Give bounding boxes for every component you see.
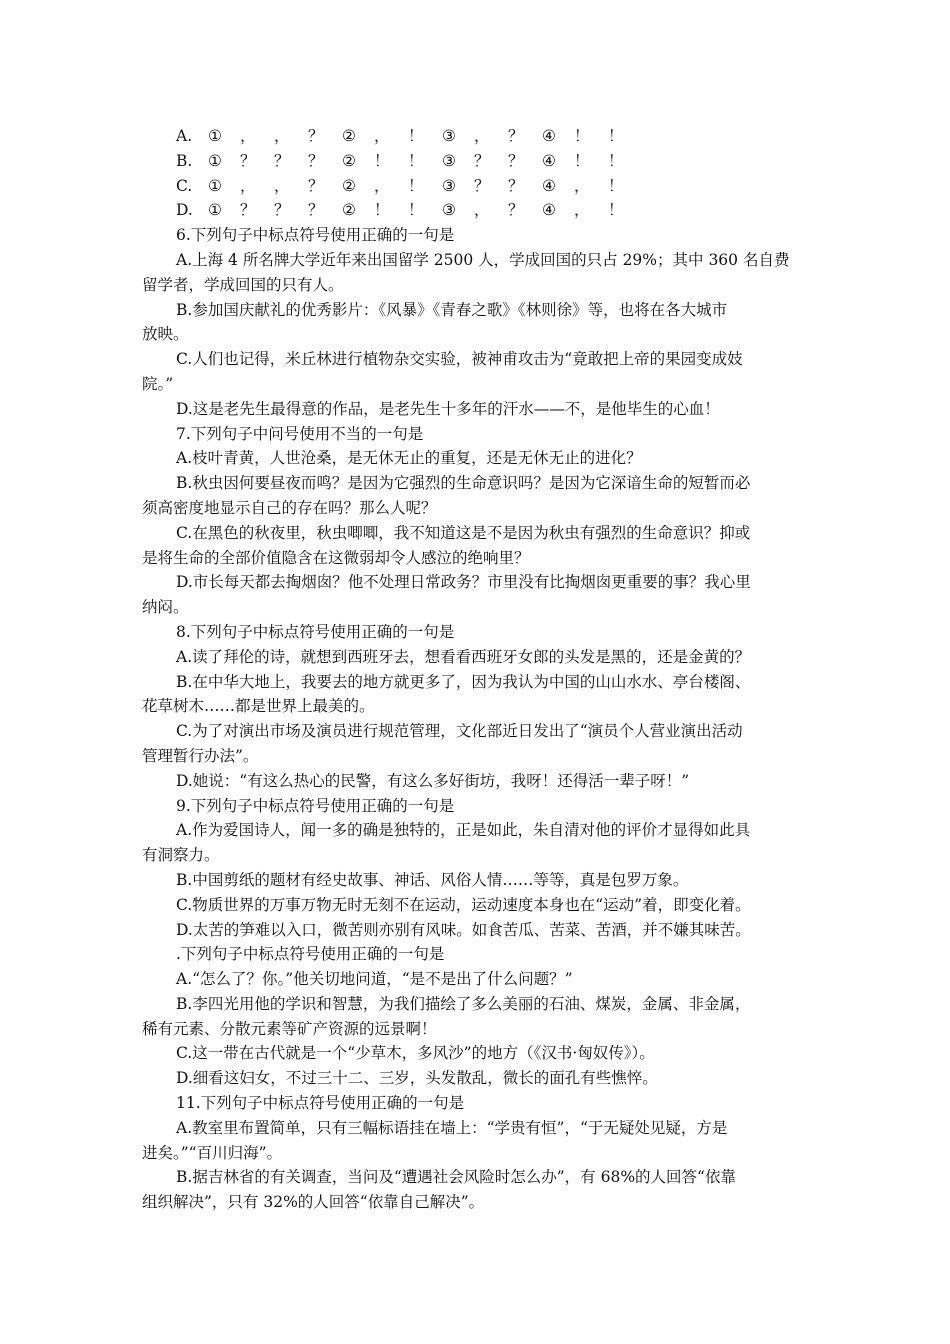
option-mark: ！ [608, 127, 624, 145]
option-mark: ！ [574, 151, 590, 170]
option-mark: ， [574, 201, 590, 220]
text-line: D.这是老先生最得意的作品，是老先生十多年的汗水——不，是他毕生的心血！ [176, 399, 720, 418]
text-line: 7.下列句子中问号使用不当的一句是 [176, 424, 424, 443]
text-line: B.参加国庆献礼的优秀影片：《风暴》《青春之歌》《林则徐》等，也将在各大城市 [176, 300, 728, 319]
option-row-b [142, 149, 810, 174]
option-mark: ， [474, 127, 490, 145]
text-line: 稀有元素、分散元素等矿产资源的远景啊！ [142, 1019, 437, 1038]
text-line: .下列句子中标点符号使用正确的一句是 [176, 945, 445, 964]
text-line: 6.下列句子中标点符号使用正确的一句是 [176, 226, 455, 245]
option-mark: ④ [542, 127, 556, 145]
option-mark: ？ [308, 127, 324, 145]
option-mark: ， [240, 127, 256, 145]
option-mark: ① [208, 201, 222, 220]
option-mark: ③ [442, 151, 456, 170]
text-line: 11.下列句子中标点符号使用正确的一句是 [176, 1094, 465, 1113]
option-mark: ？ [508, 127, 524, 145]
text-line: C.为了对演出市场及演员进行规范管理，文化部近日发出了“演员个人营业演出活动 [176, 722, 743, 741]
option-mark: ， [274, 127, 290, 145]
text-line: 放映。 [142, 325, 189, 344]
option-mark: ！ [374, 151, 390, 170]
option-mark: ？ [240, 151, 256, 170]
option-mark: ！ [408, 127, 424, 145]
text-line: C.人们也记得，米丘林进行植物杂交实验，被神甫攻击为“竟敢把上帝的果园变成妓 [176, 350, 743, 369]
option-mark: ③ [442, 127, 456, 145]
option-mark: ？ [274, 151, 290, 170]
option-mark: ③ [442, 176, 456, 195]
text-line: B.李四光用他的学识和智慧，为我们描绘了多么美丽的石油、煤炭，金属、非金属， [176, 994, 751, 1013]
option-label: B. [176, 151, 193, 170]
option-mark: ① [208, 176, 222, 195]
option-mark: ！ [608, 201, 624, 220]
option-mark: ！ [408, 201, 424, 220]
option-mark: ， [240, 176, 256, 195]
text-line: 有洞察力。 [142, 846, 220, 865]
option-mark: ② [342, 151, 356, 170]
option-mark: ？ [508, 201, 524, 220]
text-line: 管理暂行办法”。 [142, 746, 259, 765]
option-mark: ④ [542, 201, 556, 220]
text-line: D.市长每天都去掏烟囱？他不处理日常政务？市里没有比掏烟囱更重要的事？我心里 [176, 573, 751, 592]
text-line: B.秋虫因何要昼夜而鸣？是因为它强烈的生命意识吗？是因为它深谙生命的短暂而必 [176, 474, 751, 493]
text-line: 9.下列句子中标点符号使用正确的一句是 [176, 796, 455, 815]
option-mark: ① [208, 127, 222, 145]
option-mark: ， [574, 176, 590, 195]
option-mark: ④ [542, 151, 556, 170]
text-line: C.在黑色的秋夜里，秋虫唧唧，我不知道这是不是因为秋虫有强烈的生命意识？抑或 [176, 523, 751, 542]
text-line: 8.下列句子中标点符号使用正确的一句是 [176, 622, 455, 641]
option-mark: ？ [240, 201, 256, 220]
option-row-a [142, 124, 810, 149]
option-mark: ！ [408, 176, 424, 195]
option-mark: ？ [308, 176, 324, 195]
option-mark: ？ [474, 176, 490, 195]
option-mark: ？ [508, 151, 524, 170]
text-line: D.她说：“有这么热心的民警，有这么多好街坊，我呀！还得活一辈子呀！” [176, 771, 690, 790]
option-mark: ② [342, 201, 356, 220]
text-line: A.“怎么了？你。”他关切地问道，“是不是出了什么问题？” [176, 970, 573, 989]
option-label: C. [176, 176, 193, 195]
option-mark: ！ [408, 151, 424, 170]
text-line: A.枝叶青黄，人世沧桑，是无休无止的重复，还是无休无止的进化？ [176, 449, 642, 468]
text-line: A.上海 4 所名牌大学近年来出国留学 2500 人，学成回国的只占 29%；其中 360 名自费 [176, 250, 790, 269]
option-mark: ， [374, 176, 390, 195]
text-line: B.据吉林省的有关调查，当问及“遭遇社会风险时怎么办”，有 68%的人回答“依靠 [176, 1168, 736, 1187]
answer-options-block [142, 124, 810, 223]
text-line: 进矣。”“百川归海”。 [142, 1143, 283, 1162]
text-line: 留学者，学成回国的只有人。 [142, 275, 344, 294]
text-line: A.读了拜伦的诗，就想到西班牙去，想看看西班牙女郎的头发是黑的，还是金黄的？ [176, 647, 751, 666]
text-line: 须高密度地显示自己的存在吗？那么人呢？ [142, 498, 437, 517]
option-mark: ， [474, 201, 490, 220]
option-row-d [142, 198, 810, 223]
text-line: 纳闷。 [142, 598, 189, 617]
option-mark: ① [208, 151, 222, 170]
text-line: A.作为爱国诗人，闻一多的确是独特的，正是如此，朱自清对他的评价才显得如此具 [176, 821, 751, 840]
text-line: 花草树木……都是世界上最美的。 [142, 697, 375, 716]
option-label: A. [176, 127, 193, 145]
document-body [142, 124, 810, 1215]
text-line: D.太苦的笋难以入口，微苦则亦别有风味。如食苦瓜、苦菜、苦酒，并不嫌其味苦。 [176, 920, 751, 939]
option-mark: ？ [508, 176, 524, 195]
text-line: C.这一带在古代就是一个“少草木，多风沙”的地方（《汉书·匈奴传》）。 [176, 1044, 655, 1063]
option-mark: ④ [542, 176, 556, 195]
option-mark: ② [342, 127, 356, 145]
option-mark: ③ [442, 201, 456, 220]
option-mark: ？ [274, 201, 290, 220]
option-mark: ， [274, 176, 290, 195]
text-line: 是将生命的全部价值隐含在这微弱却令人感泣的绝响里？ [142, 548, 530, 567]
text-line: B.中国剪纸的题材有经史故事、神话、风俗人情……等等，真是包罗万象。 [176, 870, 689, 889]
option-mark: ② [342, 176, 356, 195]
text-line: 院。” [142, 374, 174, 393]
option-mark: ？ [308, 201, 324, 220]
option-mark: ！ [608, 176, 624, 195]
option-mark: ！ [608, 151, 624, 170]
option-mark: ？ [474, 151, 490, 170]
text-line: D.细看这妇女，不过三十二、三岁，头发散乱，微长的面孔有些憔悴。 [176, 1069, 658, 1088]
text-line: 组织解决”，只有 32%的人回答“依靠自己解决”。 [142, 1193, 485, 1212]
option-mark: ！ [574, 127, 590, 145]
option-mark: ！ [374, 201, 390, 220]
question-text-block [142, 223, 810, 1215]
text-line: B.在中华大地上，我要去的地方就更多了，因为我认为中国的山山水水、亭台楼阁、 [176, 672, 751, 691]
text-line: A.教室里布置简单，只有三幅标语挂在墙上：“学贵有恒”，“于无疑处见疑，方是 [176, 1118, 728, 1137]
text-line: C.物质世界的万事万物无时无刻不在运动，运动速度本身也在“运动”着，即变化着。 [176, 895, 751, 914]
option-mark: ， [374, 127, 390, 145]
option-label: D. [176, 201, 193, 220]
option-mark: ？ [308, 151, 324, 170]
option-row-c [142, 174, 810, 199]
